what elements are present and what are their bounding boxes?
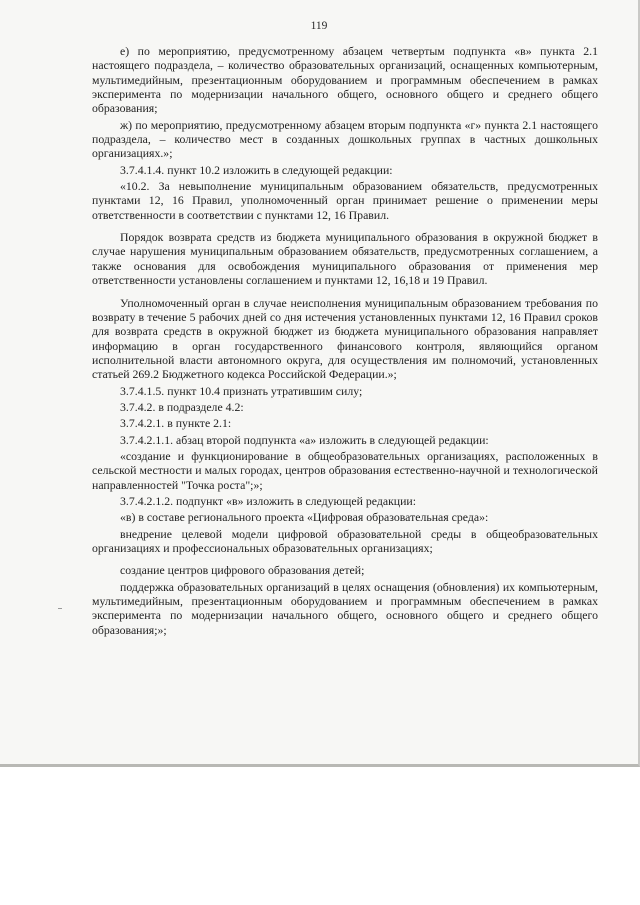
paragraph-clause-3-7-4-1-4: 3.7.4.1.4. пункт 10.2 изложить в следующей редакции: bbox=[120, 162, 393, 177]
paragraph-equipment-support: поддержка образовательных организаций в целях оснащения (обновления) их компьютерным, мультимедийным, презентационным оборудованием и программным обеспечением в рамках эксперимента по модернизации начального общего, основного общего и среднего общего образования;»; bbox=[92, 579, 598, 637]
paragraph-refund-procedure: Порядок возврата средств из бюджета муниципального образования в окружной бюджет в случае нарушения муниципальным образованием обязательств, предусмотренных соглашением, а также основания для освобождения муниципального образования от применения мер ответственности установлены соглашением и пунктами 12, 16,18 и 19 Правил. bbox=[92, 230, 598, 288]
paragraph-tochka-rosta: «создание и функционирование в общеобразовательных организациях, расположенных в сельской местности и малых городах, центров образования естественно-научной и технологической направленностей "Точка роста";»; bbox=[92, 448, 598, 492]
blank-background bbox=[0, 767, 640, 905]
paragraph-digital-centers: создание центров цифрового образования детей; bbox=[120, 563, 365, 578]
paragraph-item-e: е) по мероприятию, предусмотренному абзацем четвертым подпункта «в» пункта 2.1 настоящего подраздела, – количество образовательных организаций, оснащенных компьютерным, мультимедийным, презентационным оборудованием и программным обеспечением в рамках эксперимента по модернизации начального общего, основного общего и среднего общего образования; bbox=[92, 44, 598, 116]
paragraph-clause-3-7-4-2-1-2: 3.7.4.2.1.2. подпункт «в» изложить в следующей редакции: bbox=[120, 493, 417, 508]
paragraph-point-10-2: «10.2. За невыполнение муниципальным образованием обязательств, предусмотренных пунктами 12, 16 Правил, уполномоченный орган принимает решение о применении меры ответственности в соответствии с пунктами 12, 16 Правил. bbox=[92, 179, 598, 222]
scan-margin-mark bbox=[58, 608, 62, 609]
paragraph-clause-3-7-4-2-1-1: 3.7.4.2.1.1. абзац второй подпункта «а» изложить в следующей редакции: bbox=[120, 432, 489, 447]
paragraph-clause-3-7-4-2: 3.7.4.2. в подразделе 4.2: bbox=[120, 399, 244, 414]
paragraph-target-model: внедрение целевой модели цифровой образовательной среды в общеобразовательных организациях и профессиональных образовательных организациях; bbox=[92, 526, 598, 555]
page-number: 119 bbox=[310, 20, 328, 32]
paragraph-clause-3-7-4-1-5: 3.7.4.1.5. пункт 10.4 признать утратившим силу; bbox=[120, 383, 363, 398]
paragraph-clause-3-7-4-2-1: 3.7.4.2.1. в пункте 2.1: bbox=[120, 416, 232, 431]
paragraph-digital-environment: «в) в составе регионального проекта «Цифровая образовательная среда»: bbox=[120, 510, 489, 525]
paragraph-authorized-body: Уполномоченный орган в случае неисполнения муниципальным образованием требования по возврату в течение 5 рабочих дней со дня истечения установленных пунктами 12, 16 Правил сроков для возврата средств в окружной бюджет из бюджета муниципального образования направляет информацию в орган государственного финансового контроля, являющийся органом исполнительной власти автономного округа, для осуществления им полномочий, установленных статьей 269.2 Бюджетного кодекса Российской Федерации.»; bbox=[92, 295, 598, 382]
paragraph-item-zh: ж) по мероприятию, предусмотренному абзацем вторым подпункта «г» пункта 2.1 настоящего подраздела, – количество мест в созданных дошкольных группах в частных дошкольных организациях.»; bbox=[92, 117, 598, 161]
document-body bbox=[92, 44, 598, 637]
